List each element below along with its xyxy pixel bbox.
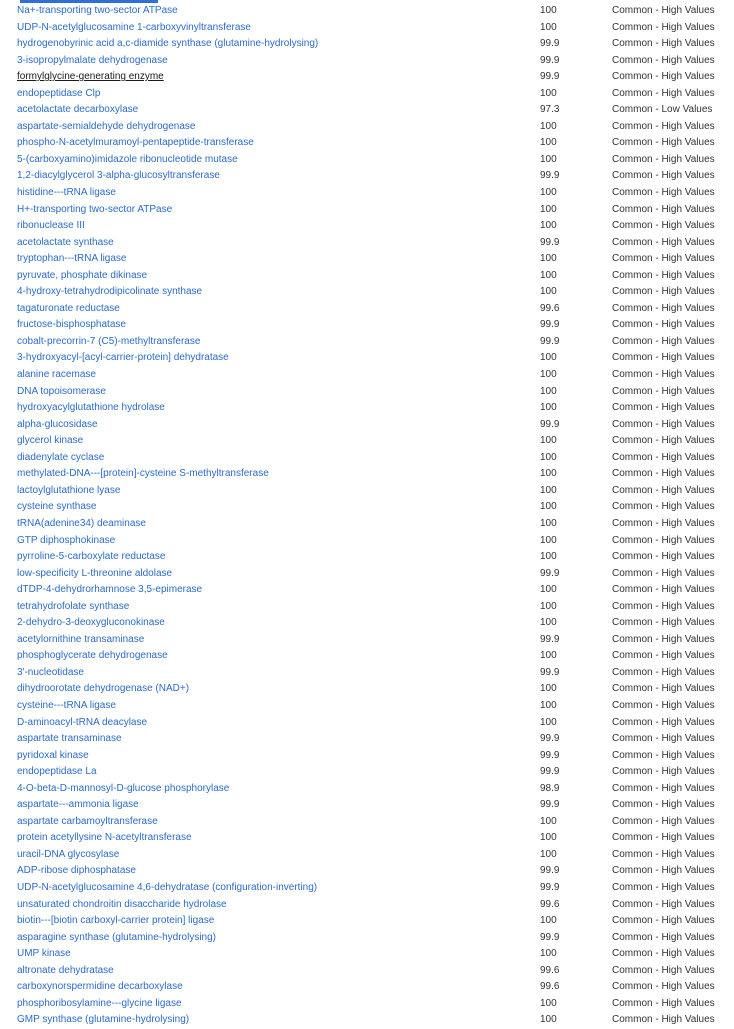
table-row bbox=[0, 450, 734, 467]
confidence-label: Common - High Values bbox=[612, 534, 715, 546]
score-value: 100 bbox=[540, 650, 557, 662]
enzyme-table bbox=[0, 3, 734, 1029]
table-row bbox=[0, 880, 734, 897]
score-value: 100 bbox=[540, 220, 557, 232]
confidence-label: Common - High Values bbox=[612, 981, 715, 993]
score-value: 99.9 bbox=[540, 54, 560, 66]
score-value: 100 bbox=[540, 551, 557, 563]
enzyme-name-link[interactable]: UDP-N-acetylglucosamine 1-carboxyvinyltransferase bbox=[17, 21, 251, 33]
score-value: 100 bbox=[540, 484, 557, 496]
enzyme-name-link[interactable]: alpha-glucosidase bbox=[17, 418, 98, 430]
enzyme-name-link[interactable]: aspartate carbamoyltransferase bbox=[17, 815, 158, 827]
enzyme-name-link[interactable]: endopeptidase La bbox=[17, 766, 97, 778]
score-value: 100 bbox=[540, 253, 557, 265]
enzyme-name-link[interactable]: aspartate transaminase bbox=[17, 733, 122, 745]
table-row bbox=[0, 384, 734, 401]
table-row bbox=[0, 715, 734, 732]
confidence-label: Common - High Values bbox=[612, 269, 715, 281]
confidence-label: Common - High Values bbox=[612, 236, 715, 248]
table-row bbox=[0, 549, 734, 566]
enzyme-name-link[interactable]: tRNA(adenine34) deaminase bbox=[17, 517, 146, 529]
confidence-label: Common - High Values bbox=[612, 1014, 715, 1026]
score-value: 100 bbox=[540, 120, 557, 132]
confidence-label: Common - High Values bbox=[612, 766, 715, 778]
score-value: 100 bbox=[540, 286, 557, 298]
enzyme-name-link[interactable]: pyridoxal kinase bbox=[17, 749, 89, 761]
table-row bbox=[0, 946, 734, 963]
confidence-label: Common - High Values bbox=[612, 120, 715, 132]
table-row bbox=[0, 781, 734, 798]
table-row bbox=[0, 632, 734, 649]
score-value: 100 bbox=[540, 402, 557, 414]
confidence-label: Common - High Values bbox=[612, 319, 715, 331]
enzyme-name-link[interactable]: pyruvate, phosphate dikinase bbox=[17, 269, 148, 281]
table-row bbox=[0, 665, 734, 682]
confidence-label: Common - High Values bbox=[612, 584, 715, 596]
table-row bbox=[0, 301, 734, 318]
table-row bbox=[0, 433, 734, 450]
confidence-label: Common - High Values bbox=[612, 931, 715, 943]
score-value: 100 bbox=[540, 832, 557, 844]
enzyme-name-link[interactable]: 3-isopropylmalate dehydrogenase bbox=[17, 54, 168, 66]
confidence-label: Common - High Values bbox=[612, 335, 715, 347]
enzyme-name-link[interactable]: GTP diphosphokinase bbox=[17, 534, 116, 546]
table-row bbox=[0, 566, 734, 583]
enzyme-name-link[interactable]: 4-O-beta-D-mannosyl-D-glucose phosphorylase bbox=[17, 782, 230, 794]
enzyme-name-link[interactable]: carboxynorspermidine decarboxylase bbox=[17, 981, 183, 993]
confidence-label: Common - High Values bbox=[612, 915, 715, 927]
table-row bbox=[0, 863, 734, 880]
score-value: 99.9 bbox=[540, 335, 560, 347]
confidence-label: Common - High Values bbox=[612, 733, 715, 745]
enzyme-name-link[interactable]: endopeptidase Clp bbox=[17, 87, 101, 99]
enzyme-name-link[interactable]: dTDP-4-dehydrorhamnose 3,5-epimerase bbox=[17, 584, 203, 596]
confidence-label: Common - High Values bbox=[612, 699, 715, 711]
table-row bbox=[0, 913, 734, 930]
table-row bbox=[0, 698, 734, 715]
score-value: 100 bbox=[540, 815, 557, 827]
table-row bbox=[0, 748, 734, 765]
enzyme-name-link[interactable]: hydroxyacylglutathione hydrolase bbox=[17, 402, 165, 414]
score-value: 100 bbox=[540, 385, 557, 397]
enzyme-name-link[interactable]: D-aminoacyl-tRNA deacylase bbox=[17, 716, 148, 728]
table-row bbox=[0, 963, 734, 980]
confidence-label: Common - High Values bbox=[612, 683, 715, 695]
score-value: 99.9 bbox=[540, 881, 560, 893]
score-value: 99.9 bbox=[540, 766, 560, 778]
confidence-label: Common - High Values bbox=[612, 203, 715, 215]
enzyme-name-link[interactable]: acetolactate synthase bbox=[17, 236, 114, 248]
score-value: 99.9 bbox=[540, 71, 560, 83]
score-value: 100 bbox=[540, 501, 557, 513]
enzyme-name-link[interactable]: ribonuclease III bbox=[17, 220, 85, 232]
confidence-label: Common - High Values bbox=[612, 848, 715, 860]
table-row bbox=[0, 599, 734, 616]
enzyme-name-link[interactable]: low-specificity L-threonine aldolase bbox=[17, 567, 173, 579]
confidence-label: Common - High Values bbox=[612, 451, 715, 463]
confidence-label: Common - High Values bbox=[612, 418, 715, 430]
confidence-label: Common - High Values bbox=[612, 948, 715, 960]
confidence-label: Common - High Values bbox=[612, 964, 715, 976]
confidence-label: Common - High Values bbox=[612, 832, 715, 844]
table-row bbox=[0, 582, 734, 599]
score-value: 100 bbox=[540, 203, 557, 215]
enzyme-name-link[interactable]: aspartate---ammonia ligase bbox=[17, 799, 139, 811]
score-value: 100 bbox=[540, 534, 557, 546]
table-row bbox=[0, 979, 734, 996]
table-row bbox=[0, 681, 734, 698]
table-row bbox=[0, 53, 734, 70]
table-row bbox=[0, 235, 734, 252]
enzyme-name-link[interactable]: 3-hydroxyacyl-[acyl-carrier-protein] dehydratase bbox=[17, 352, 229, 364]
score-value: 100 bbox=[540, 699, 557, 711]
enzyme-name-link[interactable]: Na+-transporting two-sector ATPase bbox=[17, 5, 178, 16]
table-row bbox=[0, 69, 734, 86]
table-row bbox=[0, 119, 734, 136]
enzyme-name-link[interactable]: asparagine synthase (glutamine-hydrolysing) bbox=[17, 931, 216, 943]
enzyme-name-link[interactable]: acetolactate decarboxylase bbox=[17, 104, 139, 116]
confidence-label: Common - High Values bbox=[612, 402, 715, 414]
enzyme-name-link[interactable]: cobalt-precorrin-7 (C5)-methyltransferase bbox=[17, 335, 201, 347]
table-row bbox=[0, 218, 734, 235]
score-value: 100 bbox=[540, 617, 557, 629]
table-row bbox=[0, 284, 734, 301]
score-value: 100 bbox=[540, 948, 557, 960]
table-row bbox=[0, 3, 734, 20]
score-value: 100 bbox=[540, 5, 557, 16]
enzyme-name-link[interactable]: fructose-bisphosphatase bbox=[17, 319, 126, 331]
table-row bbox=[0, 648, 734, 665]
table-row bbox=[0, 334, 734, 351]
enzyme-name-link[interactable]: protein acetyllysine N-acetyltransferase bbox=[17, 832, 192, 844]
table-row bbox=[0, 466, 734, 483]
table-row bbox=[0, 930, 734, 947]
score-value: 100 bbox=[540, 269, 557, 281]
table-row bbox=[0, 185, 734, 202]
enzyme-name-link[interactable]: unsaturated chondroitin disaccharide hydrolase bbox=[17, 898, 227, 910]
confidence-label: Common - High Values bbox=[612, 865, 715, 877]
score-value: 99.9 bbox=[540, 633, 560, 645]
confidence-label: Common - High Values bbox=[612, 286, 715, 298]
confidence-label: Common - High Values bbox=[612, 253, 715, 265]
confidence-label: Common - High Values bbox=[612, 385, 715, 397]
score-value: 100 bbox=[540, 352, 557, 364]
enzyme-name-link[interactable]: GMP synthase (glutamine-hydrolysing) bbox=[17, 1014, 190, 1026]
enzyme-name-link[interactable]: cysteine synthase bbox=[17, 501, 97, 513]
score-value: 99.6 bbox=[540, 981, 560, 993]
table-row bbox=[0, 102, 734, 119]
score-value: 100 bbox=[540, 187, 557, 199]
enzyme-name-link[interactable]: 2-dehydro-3-deoxygluconokinase bbox=[17, 617, 165, 629]
enzyme-name-link[interactable]: altronate dehydratase bbox=[17, 964, 114, 976]
confidence-label: Common - High Values bbox=[612, 137, 715, 149]
table-row bbox=[0, 533, 734, 550]
enzyme-name-link[interactable]: lactoylglutathione lyase bbox=[17, 484, 121, 496]
score-value: 99.9 bbox=[540, 666, 560, 678]
score-value: 99.6 bbox=[540, 302, 560, 314]
enzyme-name-link[interactable]: formylglycine-generating enzyme bbox=[17, 71, 164, 83]
score-value: 100 bbox=[540, 435, 557, 447]
score-value: 100 bbox=[540, 87, 557, 99]
confidence-label: Common - High Values bbox=[612, 617, 715, 629]
score-value: 99.9 bbox=[540, 799, 560, 811]
enzyme-name-link[interactable]: tetrahydrofolate synthase bbox=[17, 600, 130, 612]
table-row bbox=[0, 36, 734, 53]
score-value: 100 bbox=[540, 451, 557, 463]
enzyme-name-link[interactable]: ADP-ribose diphosphatase bbox=[17, 865, 136, 877]
table-row bbox=[0, 251, 734, 268]
score-value: 99.6 bbox=[540, 964, 560, 976]
enzyme-name-link[interactable]: phospho-N-acetylmuramoyl-pentapeptide-transferase bbox=[17, 137, 254, 149]
score-value: 99.9 bbox=[540, 38, 560, 50]
confidence-label: Common - High Values bbox=[612, 54, 715, 66]
score-value: 99.9 bbox=[540, 567, 560, 579]
table-row bbox=[0, 350, 734, 367]
table-row bbox=[0, 400, 734, 417]
table-row bbox=[0, 483, 734, 500]
table-row bbox=[0, 417, 734, 434]
enzyme-name-link[interactable]: phosphoglycerate dehydrogenase bbox=[17, 650, 168, 662]
score-value: 99.9 bbox=[540, 931, 560, 943]
score-value: 99.9 bbox=[540, 418, 560, 430]
enzyme-name-link[interactable]: glycerol kinase bbox=[17, 435, 84, 447]
table-row bbox=[0, 516, 734, 533]
confidence-label: Common - High Values bbox=[612, 898, 715, 910]
table-row bbox=[0, 814, 734, 831]
enzyme-name-link[interactable]: acetylornithine transaminase bbox=[17, 633, 145, 645]
table-row bbox=[0, 797, 734, 814]
table-row bbox=[0, 996, 734, 1013]
table-row bbox=[0, 830, 734, 847]
table-row bbox=[0, 367, 734, 384]
confidence-label: Common - High Values bbox=[612, 881, 715, 893]
score-value: 100 bbox=[540, 683, 557, 695]
score-value: 100 bbox=[540, 600, 557, 612]
score-value: 100 bbox=[540, 153, 557, 165]
confidence-label: Common - High Values bbox=[612, 87, 715, 99]
confidence-label: Common - High Values bbox=[612, 815, 715, 827]
confidence-label: Common - High Values bbox=[612, 484, 715, 496]
enzyme-name-link[interactable]: alanine racemase bbox=[17, 369, 96, 381]
confidence-label: Common - High Values bbox=[612, 369, 715, 381]
enzyme-name-link[interactable]: pyrroline-5-carboxylate reductase bbox=[17, 551, 166, 563]
score-value: 100 bbox=[540, 21, 557, 33]
table-row bbox=[0, 317, 734, 334]
confidence-label: Common - High Values bbox=[612, 302, 715, 314]
table-row bbox=[0, 499, 734, 516]
enzyme-name-link[interactable]: 5-(carboxyamino)imidazole ribonucleotide mutase bbox=[17, 153, 238, 165]
score-value: 100 bbox=[540, 584, 557, 596]
table-row bbox=[0, 615, 734, 632]
enzyme-name-link[interactable]: phosphoribosylamine---glycine ligase bbox=[17, 997, 182, 1009]
enzyme-name-link[interactable]: tagaturonate reductase bbox=[17, 302, 120, 314]
score-value: 99.6 bbox=[540, 898, 560, 910]
confidence-label: Common - High Values bbox=[612, 551, 715, 563]
score-value: 99.9 bbox=[540, 236, 560, 248]
table-row bbox=[0, 135, 734, 152]
confidence-label: Common - High Values bbox=[612, 650, 715, 662]
confidence-label: Common - High Values bbox=[612, 435, 715, 447]
confidence-label: Common - High Values bbox=[612, 468, 715, 480]
score-value: 99.9 bbox=[540, 865, 560, 877]
score-value: 99.9 bbox=[540, 733, 560, 745]
table-row bbox=[0, 764, 734, 781]
enzyme-name-link[interactable]: 3'-nucleotidase bbox=[17, 666, 84, 678]
confidence-label: Common - High Values bbox=[612, 600, 715, 612]
confidence-label: Common - High Values bbox=[612, 501, 715, 513]
confidence-label: Common - High Values bbox=[612, 799, 715, 811]
confidence-label: Common - High Values bbox=[612, 21, 715, 33]
score-value: 100 bbox=[540, 517, 557, 529]
enzyme-name-link[interactable]: hydrogenobyrinic acid a,c-diamide synthase (glutamine-hydrolysing) bbox=[17, 38, 319, 50]
enzyme-name-link[interactable]: histidine---tRNA ligase bbox=[17, 187, 116, 199]
confidence-label: Common - Low Values bbox=[612, 104, 713, 116]
table-row bbox=[0, 168, 734, 185]
table-row bbox=[0, 20, 734, 37]
enzyme-name-link[interactable]: 1,2-diacylglycerol 3-alpha-glucosyltransferase bbox=[17, 170, 220, 182]
confidence-label: Common - High Values bbox=[612, 352, 715, 364]
enzyme-name-link[interactable]: aspartate-semialdehyde dehydrogenase bbox=[17, 120, 196, 132]
enzyme-name-link[interactable]: UMP kinase bbox=[17, 948, 71, 960]
enzyme-name-link[interactable]: UDP-N-acetylglucosamine 4,6-dehydratase (configuration-inverting) bbox=[17, 881, 318, 893]
confidence-label: Common - High Values bbox=[612, 187, 715, 199]
score-value: 99.9 bbox=[540, 319, 560, 331]
table-row bbox=[0, 1012, 734, 1029]
enzyme-name-link[interactable]: diadenylate cyclase bbox=[17, 451, 105, 463]
confidence-label: Common - High Values bbox=[612, 5, 715, 16]
table-row bbox=[0, 86, 734, 103]
enzyme-name-link[interactable]: dihydroorotate dehydrogenase (NAD+) bbox=[17, 683, 190, 695]
score-value: 97.3 bbox=[540, 104, 560, 116]
confidence-label: Common - High Values bbox=[612, 633, 715, 645]
enzyme-name-link[interactable]: DNA topoisomerase bbox=[17, 385, 106, 397]
confidence-label: Common - High Values bbox=[612, 749, 715, 761]
score-value: 100 bbox=[540, 997, 557, 1009]
score-value: 98.9 bbox=[540, 782, 560, 794]
enzyme-name-link[interactable]: 4-hydroxy-tetrahydrodipicolinate synthase bbox=[17, 286, 203, 298]
enzyme-name-link[interactable]: uracil-DNA glycosylase bbox=[17, 848, 120, 860]
confidence-label: Common - High Values bbox=[612, 567, 715, 579]
enzyme-name-link[interactable]: biotin---[biotin carboxyl-carrier protein] ligase bbox=[17, 915, 215, 927]
enzyme-name-link[interactable]: tryptophan---tRNA ligase bbox=[17, 253, 127, 265]
score-value: 100 bbox=[540, 915, 557, 927]
confidence-label: Common - High Values bbox=[612, 38, 715, 50]
table-row bbox=[0, 731, 734, 748]
confidence-label: Common - High Values bbox=[612, 153, 715, 165]
confidence-label: Common - High Values bbox=[612, 716, 715, 728]
score-value: 100 bbox=[540, 137, 557, 149]
confidence-label: Common - High Values bbox=[612, 71, 715, 83]
score-value: 99.9 bbox=[540, 170, 560, 182]
score-value: 100 bbox=[540, 848, 557, 860]
table-row bbox=[0, 897, 734, 914]
confidence-label: Common - High Values bbox=[612, 170, 715, 182]
score-value: 100 bbox=[540, 468, 557, 480]
table-row bbox=[0, 202, 734, 219]
score-value: 99.9 bbox=[540, 749, 560, 761]
table-row bbox=[0, 268, 734, 285]
confidence-label: Common - High Values bbox=[612, 220, 715, 232]
enzyme-name-link[interactable]: H+-transporting two-sector ATPase bbox=[17, 203, 173, 215]
table-row bbox=[0, 152, 734, 169]
enzyme-name-link[interactable]: methylated-DNA---[protein]-cysteine S-methyltransferase bbox=[17, 468, 269, 480]
confidence-label: Common - High Values bbox=[612, 782, 715, 794]
enzyme-name-link[interactable]: cysteine---tRNA ligase bbox=[17, 699, 116, 711]
confidence-label: Common - High Values bbox=[612, 517, 715, 529]
confidence-label: Common - High Values bbox=[612, 666, 715, 678]
confidence-label: Common - High Values bbox=[612, 997, 715, 1009]
table-row bbox=[0, 847, 734, 864]
score-value: 100 bbox=[540, 716, 557, 728]
score-value: 100 bbox=[540, 369, 557, 381]
score-value: 100 bbox=[540, 1014, 557, 1026]
